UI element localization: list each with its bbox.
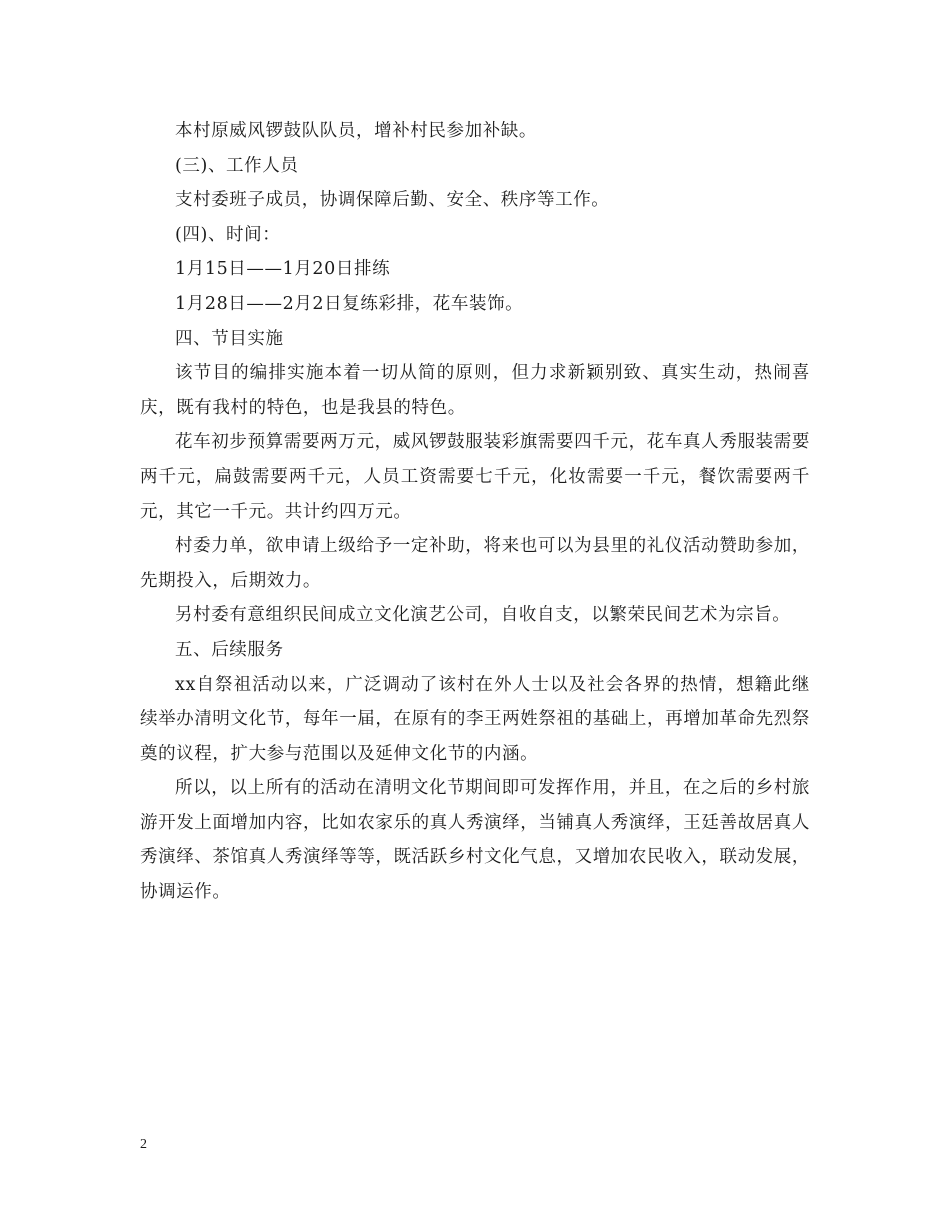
- paragraph: 另村委有意组织民间成立文化演艺公司，自收自支，以繁荣民间艺术为宗旨。: [175, 605, 791, 626]
- page-number: 2: [140, 1137, 147, 1152]
- paragraph: xx自祭祖活动以来，广泛调动了该村在外人士以及社会各界的热情，想籍此继续举办清明文化节，每年一届，在原有的李王两姓祭祖的基础上，再增加革命先烈祭奠的议程，扩大参与范围以及延伸文化节的内涵。: [140, 674, 810, 764]
- paragraph: 1月28日——2月2日复练彩排，花车装饰。: [175, 293, 524, 314]
- paragraph: 村委力单，欲申请上级给予一定补助，将来也可以为县里的礼仪活动赞助参加，先期投入，后期效力。: [140, 536, 810, 591]
- paragraph: 所以，以上所有的活动在清明文化节期间即可发挥作用，并且，在之后的乡村旅游开发上面增加内容，比如农家乐的真人秀演绎，当铺真人秀演绎，王廷善故居真人秀演绎、茶馆真人秀演绎等等，既活跃乡村文化气息，又增加农民收入，联动发展，协调运作。: [140, 778, 810, 903]
- section-heading: (三)、工作人员: [175, 155, 299, 176]
- paragraph: 支村委班子成员，协调保障后勤、安全、秩序等工作。: [175, 190, 610, 211]
- section-heading: 四、节目实施: [175, 328, 284, 349]
- document-body: [140, 114, 810, 910]
- paragraph: 本村原威风锣鼓队队员，增补村民参加补缺。: [175, 121, 537, 141]
- section-heading: (四)、时间：: [175, 224, 281, 245]
- paragraph: 该节目的编排实施本着一切从简的原则，但力求新颖别致、真实生动，热闹喜庆，既有我村的特色，也是我县的特色。: [140, 363, 810, 418]
- paragraph: 1月15日——1月20日排练: [175, 259, 391, 280]
- section-heading: 五、后续服务: [175, 639, 284, 660]
- paragraph: 花车初步预算需要两万元，威风锣鼓服装彩旗需要四千元，花车真人秀服装需要两千元，扁鼓需要两千元，人员工资需要七千元，化妆需要一千元，餐饮需要两千元，其它一千元。共计约四万元。: [140, 432, 810, 522]
